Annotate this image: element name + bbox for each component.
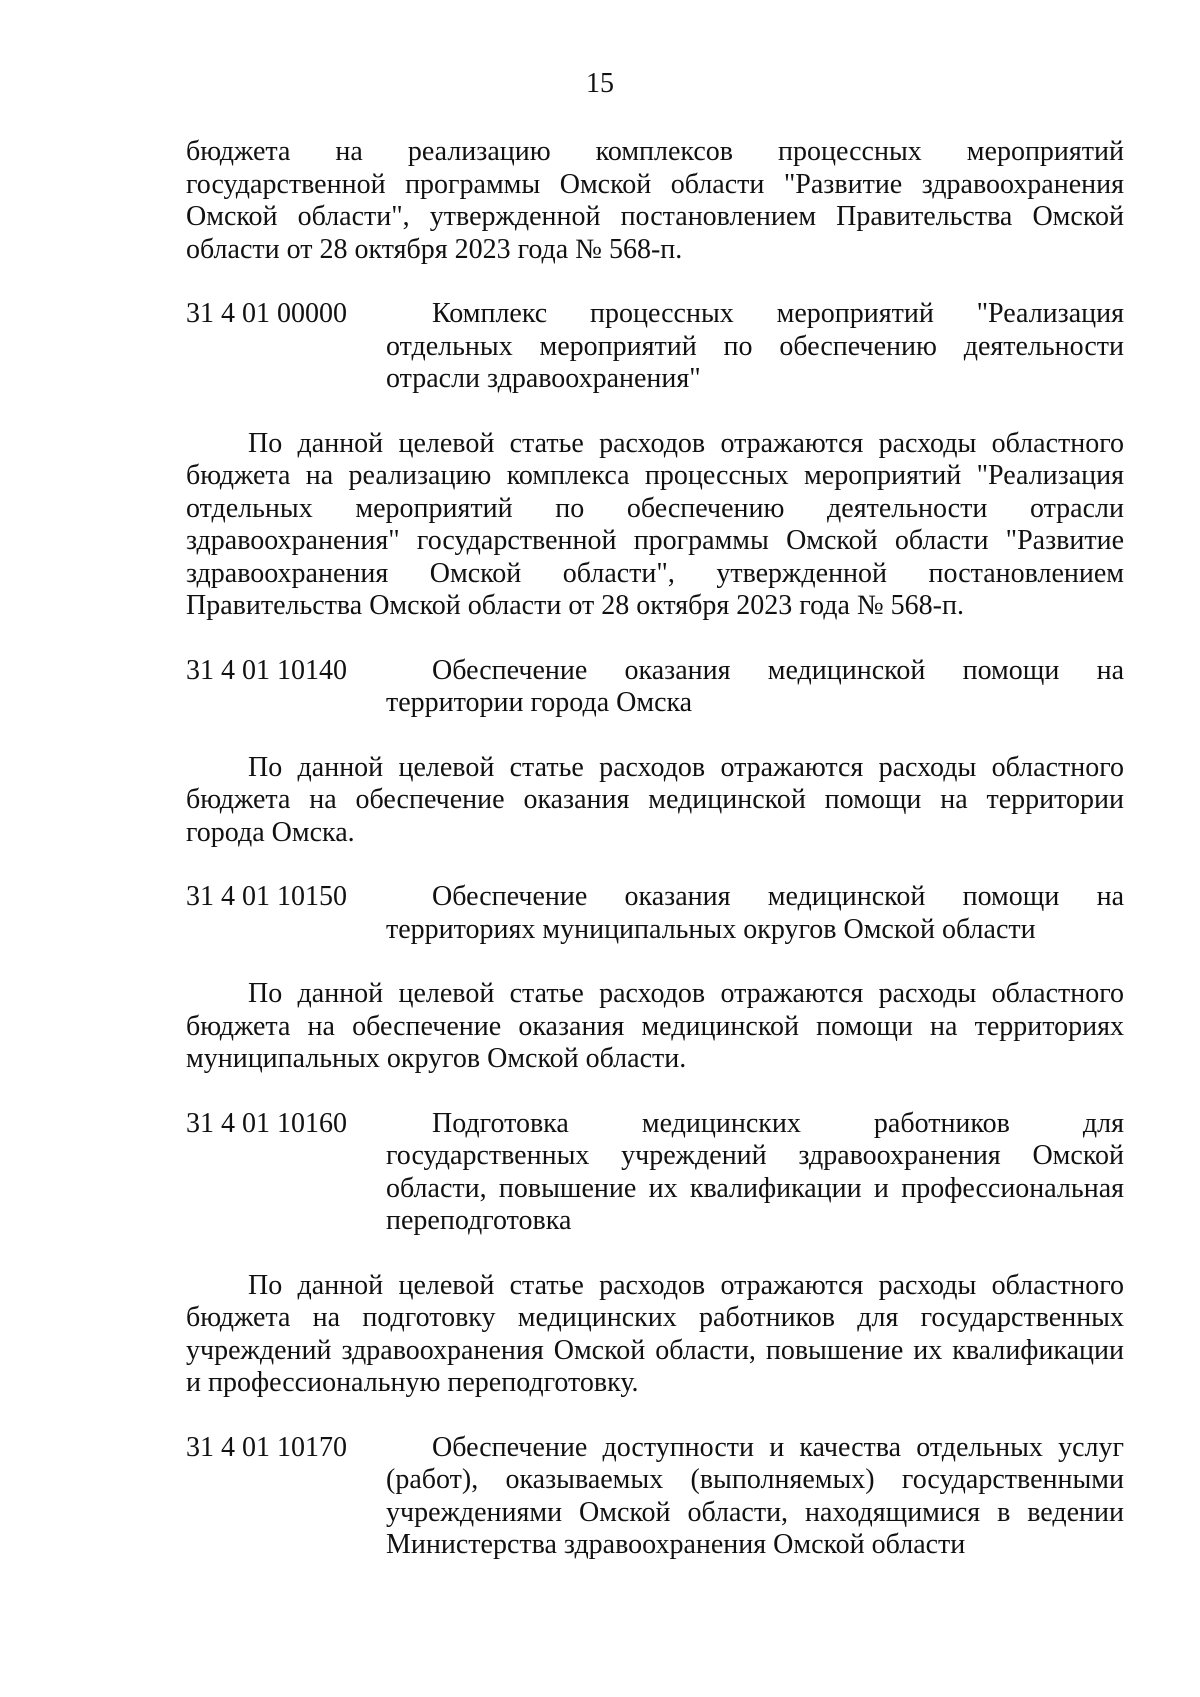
paragraph-continuation: бюджета на реализацию комплексов процессных мероприятий государственной программы Омской области "Развитие здравоохранения Омской области", утвержденной постановлением Правительства Омской области от 28 октября 2023 года № 568-п.: [186, 136, 1124, 265]
budget-entry-title: Обеспечение оказания медицинской помощи на территориях муниципальных округов Омской области: [386, 881, 1124, 945]
budget-entry-title: Обеспечение доступности и качества отдельных услуг (работ), оказываемых (выполняемых) государственными учреждениями Омской области, находящимися в ведении Министерства здравоохранения Омской области: [386, 1431, 1124, 1560]
paragraph: По данной целевой статье расходов отражаются расходы областного бюджета на реализацию комплекса процессных мероприятий "Реализация отдельных мероприятий по обеспечению деятельности отрасли здравоохранения" государственной программы Омской области "Развитие здравоохранения Омской области", утвержденной постановлением Правительства Омской области от 28 октября 2023 года № 568-п.: [186, 427, 1124, 621]
budget-entry: [186, 298, 1124, 396]
budget-entry: [186, 1432, 1124, 1562]
budget-code: 31 4 01 10160: [186, 1107, 347, 1139]
budget-entry-title: Комплекс процессных мероприятий "Реализация отдельных мероприятий по обеспечению деятельности отрасли здравоохранения": [386, 298, 1124, 394]
budget-entry: [186, 1108, 1124, 1238]
budget-entry: [186, 881, 1124, 946]
budget-entry-title: Подготовка медицинских работников для государственных учреждений здравоохранения Омской области, повышение их квалификации и профессиональная переподготовка: [386, 1107, 1124, 1236]
budget-code: 31 4 01 00000: [186, 298, 347, 329]
budget-entry: [186, 655, 1124, 720]
budget-code: 31 4 01 10150: [186, 881, 347, 912]
budget-code: 31 4 01 10140: [186, 654, 347, 686]
document-body: [186, 136, 1124, 1562]
paragraph: По данной целевой статье расходов отражаются расходы областного бюджета на подготовку медицинских работников для государственных учреждений здравоохранения Омской области, повышение их квалификации и профессиональную переподготовку.: [186, 1269, 1124, 1398]
paragraph: По данной целевой статье расходов отражаются расходы областного бюджета на обеспечение оказания медицинской помощи на территории города Омска.: [186, 751, 1124, 848]
budget-entry-title: Обеспечение оказания медицинской помощи на территории города Омска: [386, 654, 1124, 718]
budget-code: 31 4 01 10170: [186, 1431, 347, 1463]
paragraph: По данной целевой статье расходов отражаются расходы областного бюджета на обеспечение оказания медицинской помощи на территориях муниципальных округов Омской области.: [186, 978, 1124, 1074]
page-number: 15: [586, 68, 614, 99]
